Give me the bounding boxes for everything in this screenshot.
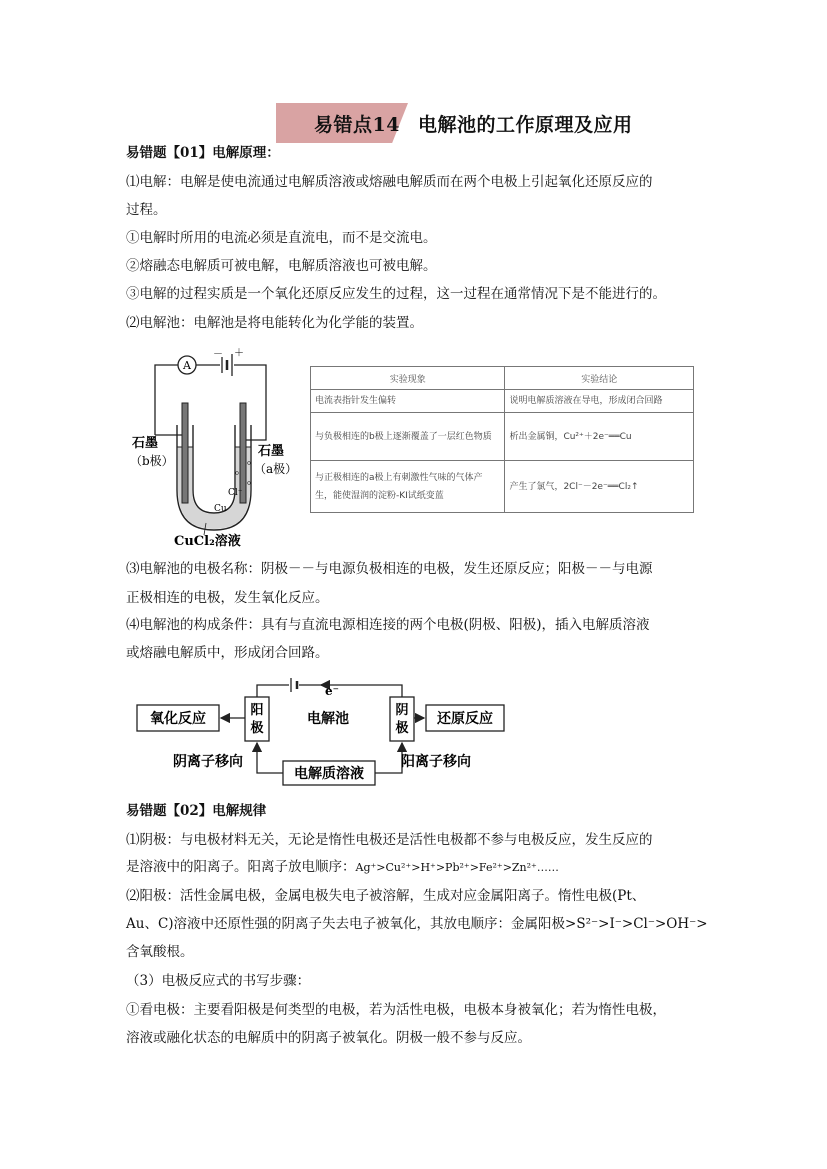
section1-p4b: 或熔融电解质中，形成闭合回路。 — [126, 645, 329, 661]
table-cell: 与负极相连的b极上逐渐覆盖了一层红色物质 — [311, 413, 505, 461]
cation-move-label: 阳离子移向 — [401, 754, 471, 770]
table-header: 实验结论 — [505, 367, 694, 390]
ammeter-label: A — [183, 359, 191, 372]
cu-label: Cu — [214, 504, 227, 514]
cell-label: 电解池 — [307, 711, 349, 727]
right-electrode-label-2: （a极） — [254, 462, 298, 476]
oxidation-label: 氧化反应 — [150, 711, 206, 727]
left-electrode-label-1: 石墨 — [132, 436, 159, 451]
electrolysis-flow-diagram — [135, 673, 510, 793]
table-row — [311, 413, 694, 461]
table-cell: 与正极相连的a极上有刺激性气味的气体产生，能使湿润的淀粉-KI试纸变蓝 — [311, 461, 505, 513]
page-title — [314, 110, 632, 137]
section2-p1a: ⑴阴极：与电极材料无关，无论是惰性电极还是活性电极都不参与电极反应，发生反应的 — [126, 832, 653, 848]
table-row — [311, 461, 694, 513]
graphite-electrode-b — [182, 403, 188, 503]
section1-point1: ①电解时所用的电流必须是直流电，而不是交流电。 — [126, 230, 437, 246]
cathode-label-1: 阴 — [395, 703, 409, 718]
anion-move-label: 阴离子移向 — [173, 754, 243, 770]
anode-label-1: 阳 — [250, 703, 264, 718]
section1-point3: ③电解的过程实质是一个氧化还原反应发生的过程，这一过程在通常情况下是不能进行的。 — [126, 286, 666, 302]
section2-p4b: 溶液或融化状态的电解质中的阴离子被氧化。阴极一般不参与反应。 — [126, 1030, 531, 1046]
cation-discharge-order: Ag⁺>Cu²⁺>H⁺>Pb²⁺>Fe²⁺>Zn²⁺…… — [355, 861, 559, 874]
section1-p2: ⑵电解池：电解池是将电能转化为化学能的装置。 — [126, 315, 423, 331]
battery-minus: － — [213, 349, 223, 360]
section1-p3b: 正极相连的电极，发生氧化反应。 — [126, 590, 329, 606]
section1-heading: 易错题【01】电解原理： — [126, 145, 280, 161]
electrolyte-label: 电解质溶液 — [294, 766, 364, 782]
section2-p2c: 含氧酸根。 — [126, 944, 194, 960]
table-header: 实验现象 — [311, 367, 505, 390]
table-cell: 说明电解质溶液在导电，形成闭合回路 — [505, 390, 694, 413]
table-cell: 产生了氯气，2Cl⁻－2e⁻══Cl₂↑ — [505, 461, 694, 513]
title-banner — [276, 103, 656, 143]
solution-label: CuCl₂溶液 — [174, 534, 241, 549]
cathode-label-2: 极 — [395, 721, 409, 736]
section1-p3a: ⑶电解池的电极名称：阴极－－与电源负极相连的电极，发生还原反应；阳极－－与电源 — [126, 561, 653, 577]
title-main: 电解池的工作原理及应用 — [417, 114, 633, 136]
battery-plus: ＋ — [234, 348, 244, 359]
electrolysis-apparatus — [130, 345, 298, 550]
right-electrode-label-1: 石墨 — [258, 444, 285, 459]
section2-heading: 易错题【02】电解规律 — [126, 803, 267, 819]
experiment-table — [310, 366, 694, 513]
section1-p1a: ⑴电解：电解是使电流通过电解质溶液或熔融电解质而在两个电极上引起氧化还原反应的 — [126, 174, 653, 190]
section2-p2b: Au、C)溶液中还原性强的阴离子失去电子被氧化，其放电顺序：金属阳极>S²⁻>I⁻>Cl⁻>OH⁻> — [126, 916, 708, 932]
section2-p3: （3）电极反应式的书写步骤： — [126, 973, 311, 989]
electron-label: e⁻ — [325, 684, 339, 698]
table-header-row — [311, 367, 694, 390]
table-cell: 析出金属铜，Cu²⁺＋2e⁻══Cu — [505, 413, 694, 461]
anode-label-2: 极 — [250, 721, 264, 736]
left-electrode-label-2: （b极） — [130, 454, 174, 468]
section2-p1b-text: 是溶液中的阳离子。阳离子放电顺序： — [126, 859, 356, 875]
reduction-label: 还原反应 — [437, 711, 493, 727]
section2-p2a: ⑵阳极：活性金属电极，金属电极失电子被溶解，生成对应金属阳离子。惰性电极(Pt、 — [126, 888, 646, 904]
section2-p4a: ①看电极：主要看阳极是何类型的电极，若为活性电极，电极本身被氧化；若为惰性电极， — [126, 1002, 666, 1018]
cl-label: Cl⁻ — [228, 488, 243, 498]
section1-p1b: 过程。 — [126, 202, 167, 218]
section2-p1b — [126, 857, 559, 878]
section1-p4a: ⑷电解池的构成条件：具有与直流电源相连接的两个电极(阴极、阳极)，插入电解质溶液 — [126, 617, 650, 633]
section1-point2: ②熔融态电解质可被电解，电解质溶液也可被电解。 — [126, 258, 437, 274]
title-prefix: 易错点14 — [314, 114, 400, 136]
table-row — [311, 390, 694, 413]
table-cell: 电流表指针发生偏转 — [311, 390, 505, 413]
